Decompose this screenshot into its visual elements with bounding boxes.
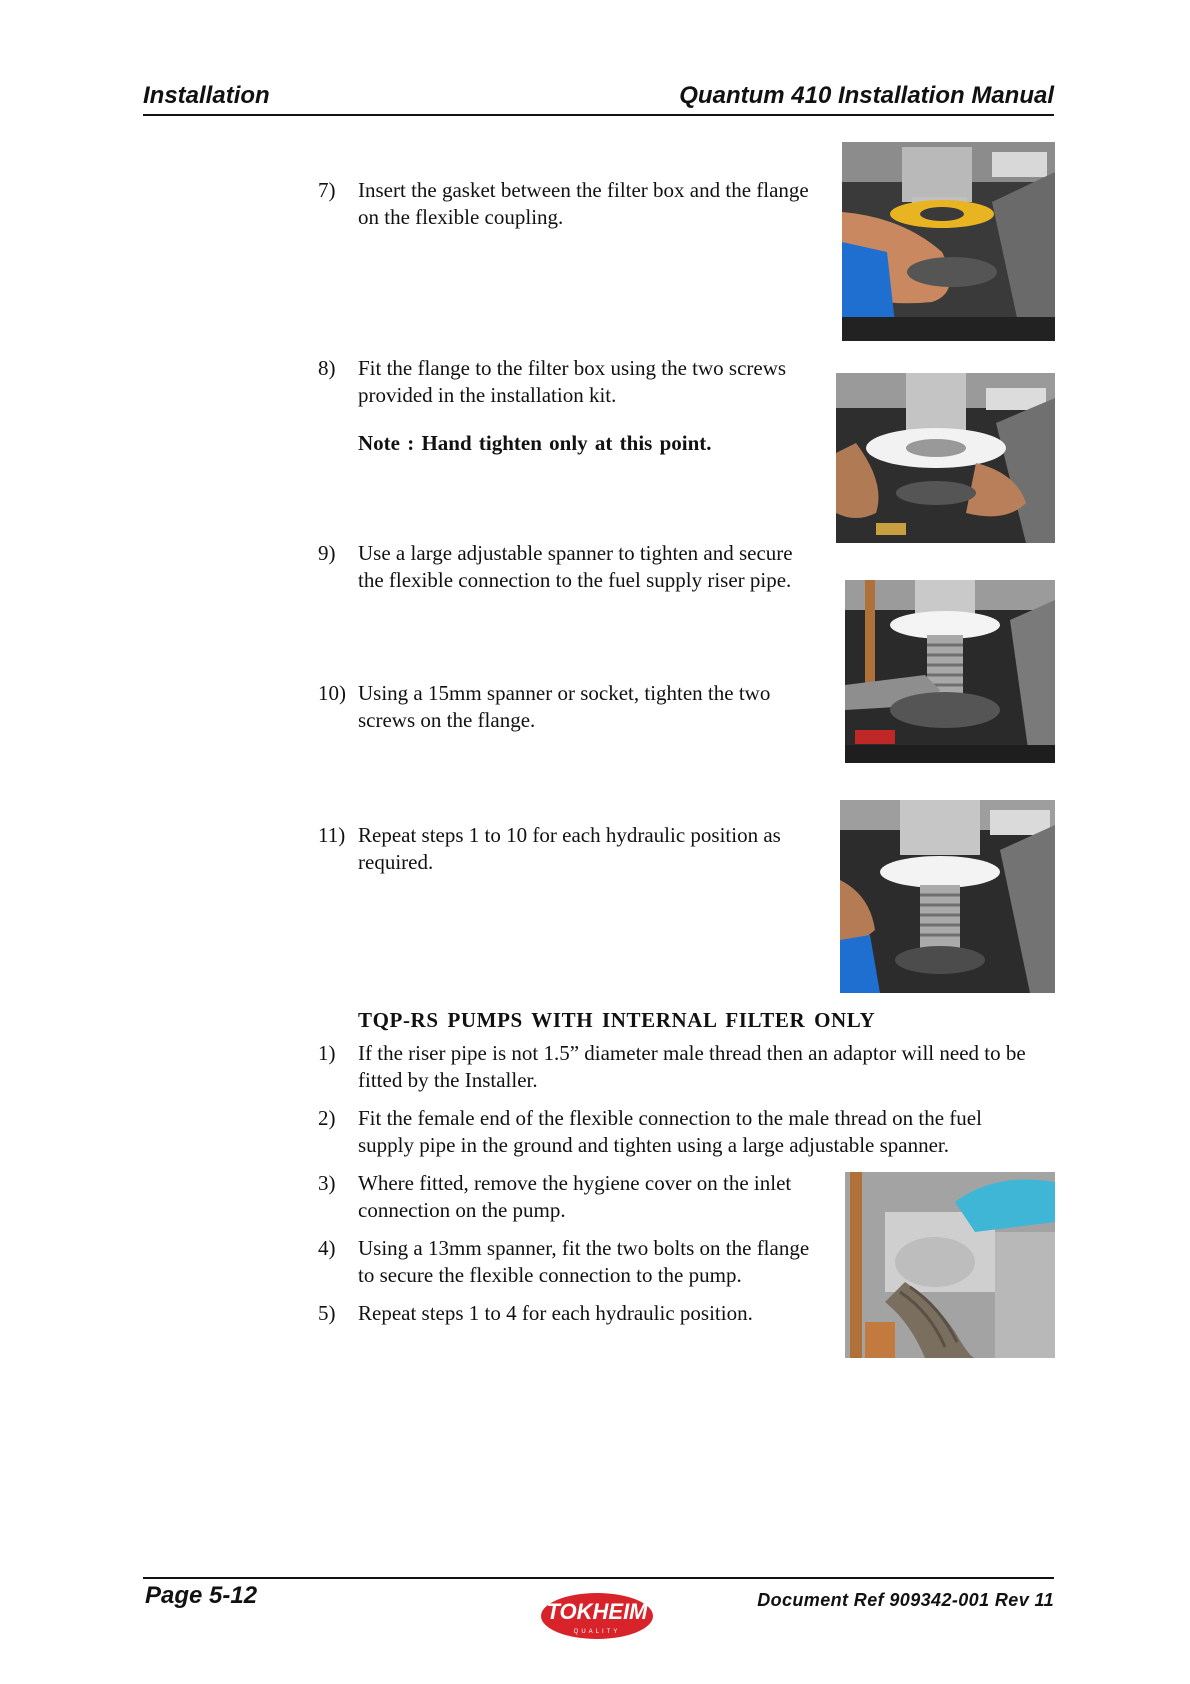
section-heading: TQP-RS PUMPS WITH INTERNAL FILTER ONLY (358, 1008, 876, 1032)
note-text: Note : Hand tighten only at this point. (358, 431, 712, 455)
step-number: 5) (318, 1301, 336, 1325)
step-line: Fit the flange to the filter box using the two screws (358, 356, 787, 380)
step-number: 1) (318, 1041, 336, 1065)
step-number: 3) (318, 1171, 336, 1195)
step-line: Where fitted, remove the hygiene cover on the inlet (358, 1171, 792, 1195)
step-line: screws on the flange. (358, 708, 536, 732)
step-number: 4) (318, 1236, 336, 1260)
step-line: Repeat steps 1 to 10 for each hydraulic position as (358, 823, 781, 847)
step-line: fitted by the Installer. (358, 1068, 538, 1092)
step-number: 10) (318, 681, 346, 705)
step-line: required. (358, 850, 434, 874)
step-line: Use a large adjustable spanner to tighten and secure (358, 541, 793, 565)
step-number: 7) (318, 178, 336, 202)
photo-pump-bolts (845, 1172, 1055, 1358)
photo-gasket-insertion (842, 142, 1055, 341)
step-line: supply pipe in the ground and tighten using a large adjustable spanner. (358, 1133, 949, 1157)
step-line: connection on the pump. (358, 1198, 566, 1222)
step-line: on the flexible coupling. (358, 205, 564, 229)
logo-wordmark: TOKHEIM (546, 1599, 648, 1624)
step-line: Using a 13mm spanner, fit the two bolts on the flange (358, 1236, 810, 1260)
step-number: 8) (318, 356, 336, 380)
step-line: to secure the flexible connection to the pump. (358, 1263, 742, 1287)
page-number: Page 5-12 (145, 1582, 258, 1609)
header-divider (143, 114, 1054, 116)
photo-spanner-tighten (845, 580, 1055, 763)
step-number: 11) (318, 823, 346, 847)
footer-divider (143, 1577, 1054, 1579)
step-line: Insert the gasket between the filter box and the flange (358, 178, 809, 202)
step-number: 9) (318, 541, 336, 565)
step-line: Using a 15mm spanner or socket, tighten the two (358, 681, 771, 705)
logo-subtext: QUALITY (573, 1629, 621, 1635)
header-section: Installation (143, 82, 270, 109)
step-line: Repeat steps 1 to 4 for each hydraulic position. (358, 1301, 753, 1325)
step-line: the flexible connection to the fuel supply riser pipe. (358, 568, 792, 592)
document-reference: Document Ref 909342-001 Rev 11 (757, 1590, 1054, 1610)
step-line: Fit the female end of the flexible connection to the male thread on the fuel (358, 1106, 982, 1130)
header-title: Quantum 410 Installation Manual (679, 82, 1054, 109)
tokheim-logo (540, 1592, 654, 1640)
step-line: provided in the installation kit. (358, 383, 617, 407)
step-number: 2) (318, 1106, 336, 1130)
photo-completed-connection (840, 800, 1055, 993)
photo-flange-fitting (836, 373, 1055, 543)
step-line: If the riser pipe is not 1.5” diameter male thread then an adaptor will need to be (358, 1041, 1026, 1065)
